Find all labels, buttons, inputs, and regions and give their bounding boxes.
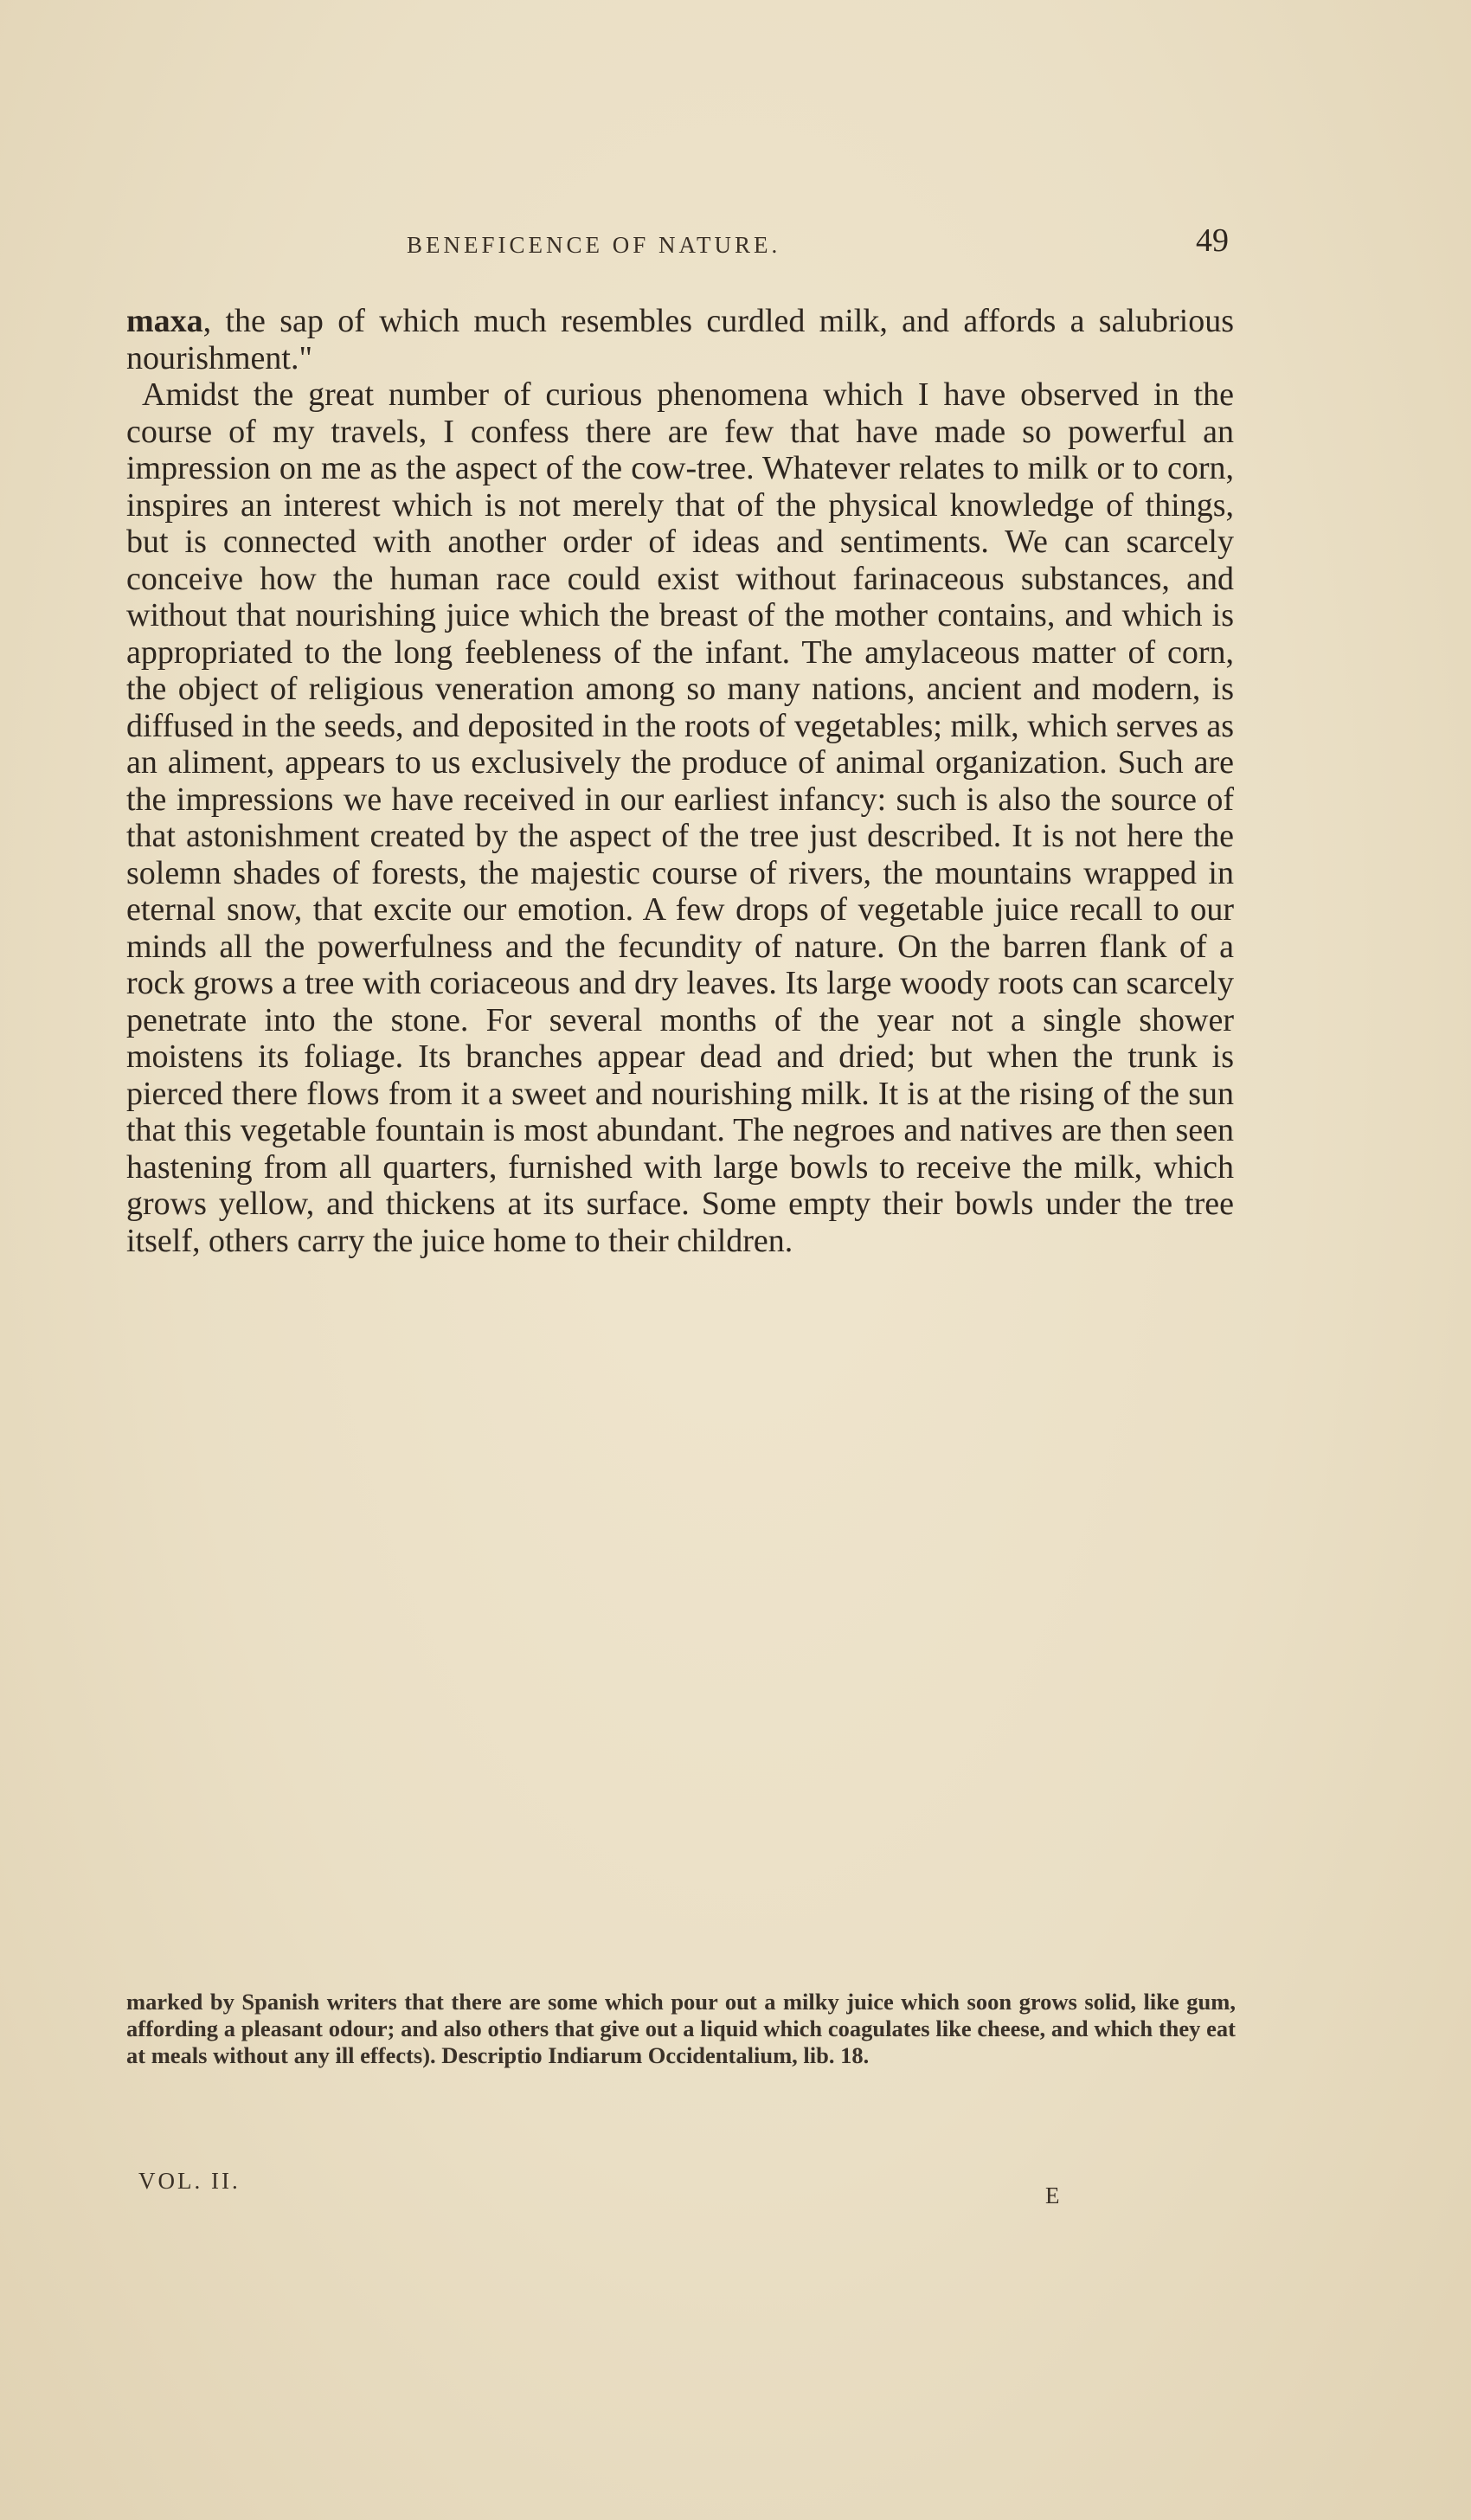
paragraph-continuation	[126, 303, 1234, 376]
main-text	[126, 303, 1234, 1259]
page-header	[130, 222, 1229, 270]
footnote: marked by Spanish writers that there are some which pour out a milky juice which soon grows solid, like gum, affording a pleasant odour; and also others that give out a liquid which coagulates like cheese, and which they eat at meals without any ill effects). Descriptio Indiarum Occidentalium, lib. 18.	[126, 1989, 1236, 2068]
paragraph-2: Amidst the great number of curious phenomena which I have observed in the course of my travels, I confess there are few that have made so powerful an impression on me as the aspect of the cow-tree. Whatever relates to milk or to corn, inspires an interest which is not merely that of the physical knowledge of things, but is connected with another order of ideas and sentiments. We can scarcely conceive how the human race could exist without farinaceous substances, and without that nourishing juice which the breast of the mother contains, and which is appropriated to the long feebleness of the infant. The amylaceous matter of corn, the object of religious veneration among so many nations, ancient and modern, is diffused in the seeds, and deposited in the roots of vegetables; milk, which serves as an aliment, appears to us exclusively the produce of animal organization. Such are the impressions we have received in our earliest infancy: such is also the source of that astonishment created by the aspect of the tree just described. It is not here the solemn shades of forests, the majestic course of rivers, the mountains wrapped in eternal snow, that excite our emotion. A few drops of vegetable juice recall to our minds all the powerfulness and the fecundity of nature. On the barren flank of a rock grows a tree with coriaceous and dry leaves. Its large woody roots can scarcely penetrate into the stone. For several months of the year not a single shower moistens its foliage. Its branches appear dead and dried; but when the trunk is pierced there flows from it a sweet and nourishing milk. It is at the rising of the sun that this vegetable fountain is most abundant. The negroes and natives are then seen hastening from all quarters, furnished with large bowls to receive the milk, which grows yellow, and thickens at its surface. Some empty their bowls under the tree itself, others carry the juice home to their children.	[126, 376, 1234, 1259]
page-number: 49	[1196, 222, 1229, 259]
running-title: BENEFICENCE OF NATURE.	[407, 232, 781, 258]
paragraph-1-text: , the sap of which much resembles curdled milk, and affords a salubrious nourishment."	[126, 303, 1234, 376]
plant-name-fragment: maxa	[126, 303, 203, 339]
gathering-signature-letter: E	[1045, 2182, 1060, 2208]
volume-signature: VOL. II.	[138, 2168, 241, 2194]
